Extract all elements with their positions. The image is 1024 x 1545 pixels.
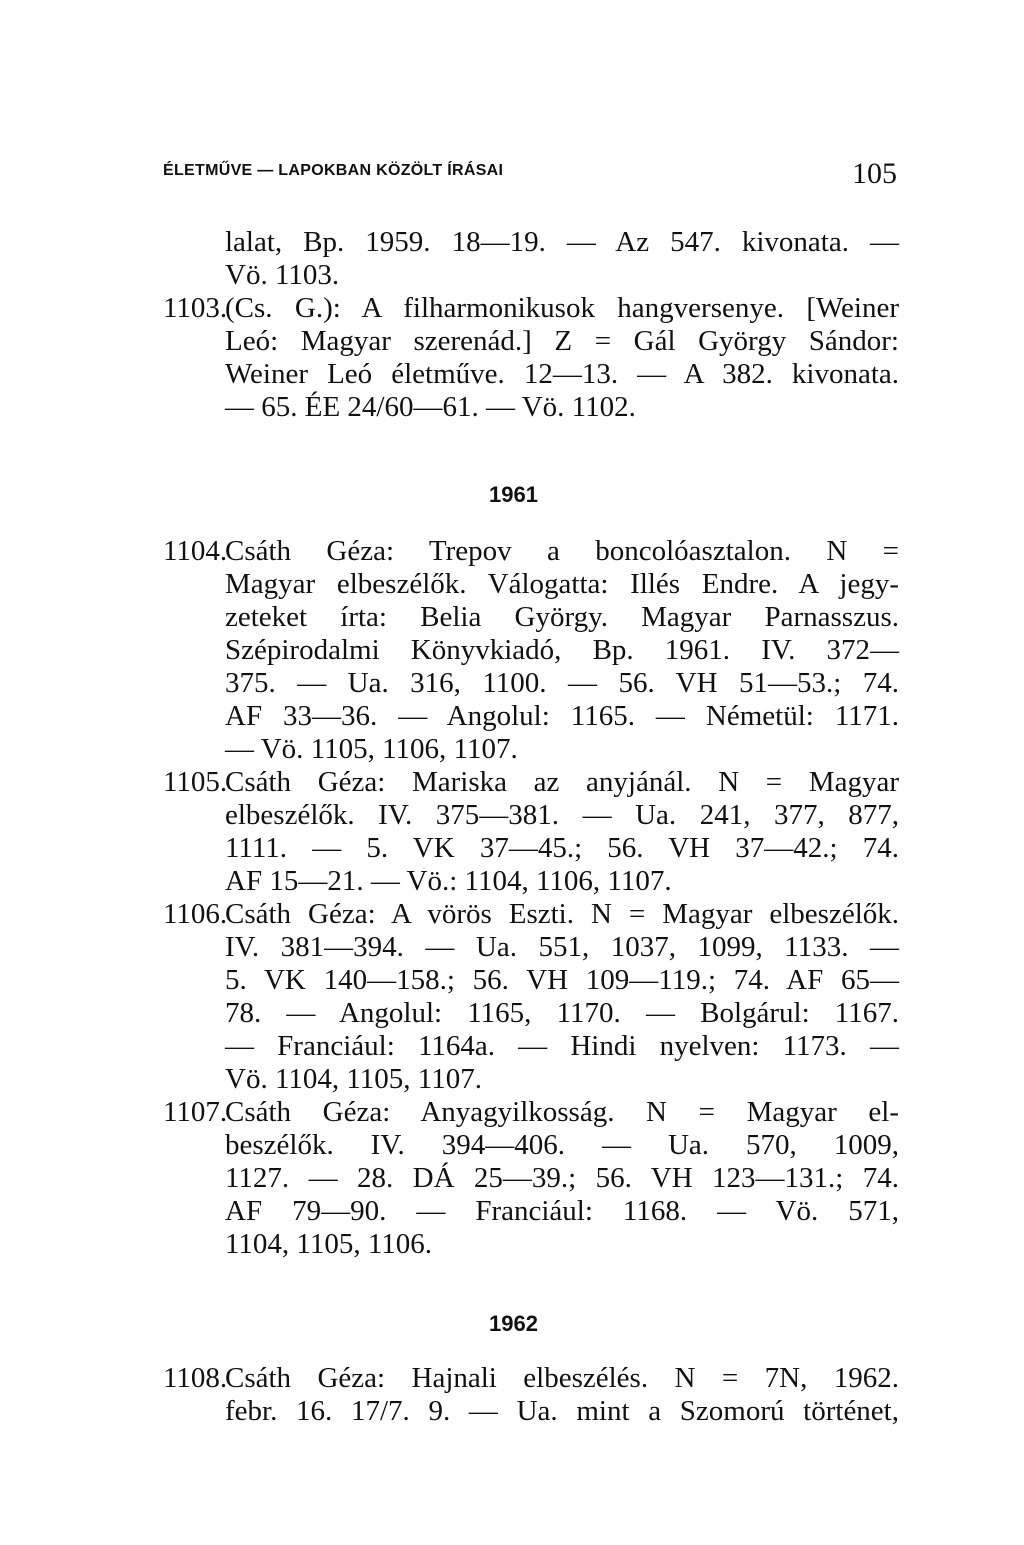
entry-line: elbeszélők. IV. 375—381. — Ua. 241, 377, 877, (225, 799, 899, 831)
page-number: 105 (852, 157, 897, 190)
entry-line: AF 15—21. — Vö.: 1104, 1106, 1107. (225, 865, 672, 897)
entry-number: 1105. (163, 766, 228, 798)
entry-line: AF 33—36. — Angolul: 1165. — Németül: 1171. (225, 700, 899, 732)
entry-line: — 65. ÉE 24/60—61. — Vö. 1102. (225, 391, 636, 423)
entry-line: IV. 381—394. — Ua. 551, 1037, 1099, 1133. — (225, 931, 899, 963)
entry-line: 1104, 1105, 1106. (225, 1228, 433, 1260)
entry-line: (Cs. G.): A filharmonikusok hangversenye. [Weiner (225, 292, 899, 324)
entry-line: Vö. 1103. (225, 259, 340, 291)
entry-line: Weiner Leó életműve. 12—13. — A 382. kivonata. (225, 358, 899, 390)
entry-line: 5. VK 140—158.; 56. VH 109—119.; 74. AF 65— (225, 964, 899, 996)
entry-number: 1104. (163, 535, 228, 567)
entry-line: Vö. 1104, 1105, 1107. (225, 1063, 482, 1095)
entry-line: 375. — Ua. 316, 1100. — 56. VH 51—53.; 74. (225, 667, 899, 699)
entry-number: 1106. (163, 898, 228, 930)
year-heading-1961: 1961 (489, 482, 538, 507)
entry-line: 1127. — 28. DÁ 25—39.; 56. VH 123—131.; 74. (225, 1162, 899, 1194)
entry-line: Leó: Magyar szerenád.] Z = Gál György Sándor: (225, 325, 899, 357)
entry-line: zeteket írta: Belia György. Magyar Parnasszus. (225, 601, 899, 633)
entry-line: Csáth Géza: Mariska az anyjánál. N = Magyar (225, 766, 899, 798)
entry-line: Csáth Géza: Hajnali elbeszélés. N = 7N, 1962. (225, 1362, 899, 1394)
running-header: ÉLETMŰVE — LAPOKBAN KÖZÖLT ÍRÁSAI (163, 162, 504, 179)
entry-line: Csáth Géza: Anyagyilkosság. N = Magyar el- (225, 1096, 899, 1128)
entry-line: Szépirodalmi Könyvkiadó, Bp. 1961. IV. 372— (225, 634, 899, 666)
entry-number: 1103. (163, 292, 228, 324)
entry-line: lalat, Bp. 1959. 18—19. — Az 547. kivonata. — (225, 226, 899, 258)
entry-line: febr. 16. 17/7. 9. — Ua. mint a Szomorú történet, (225, 1395, 899, 1427)
entry-line: Csáth Géza: Trepov a boncolóasztalon. N = (225, 535, 899, 567)
entry-line: — Vö. 1105, 1106, 1107. (225, 733, 518, 765)
entry-line: beszélők. IV. 394—406. — Ua. 570, 1009, (225, 1129, 899, 1161)
entry-number: 1107. (163, 1096, 228, 1128)
entry-number: 1108. (163, 1362, 228, 1394)
entry-line: Magyar elbeszélők. Válogatta: Illés Endre. A jegy- (225, 568, 899, 600)
entry-line: AF 79—90. — Franciául: 1168. — Vö. 571, (225, 1195, 899, 1227)
year-heading-1962: 1962 (489, 1311, 538, 1336)
entry-line: Csáth Géza: A vörös Eszti. N = Magyar elbeszélők. (225, 898, 899, 930)
entry-line: — Franciául: 1164a. — Hindi nyelven: 1173. — (225, 1030, 899, 1062)
entry-line: 1111. — 5. VK 37—45.; 56. VH 37—42.; 74. (225, 832, 899, 864)
entry-line: 78. — Angolul: 1165, 1170. — Bolgárul: 1167. (225, 997, 899, 1029)
